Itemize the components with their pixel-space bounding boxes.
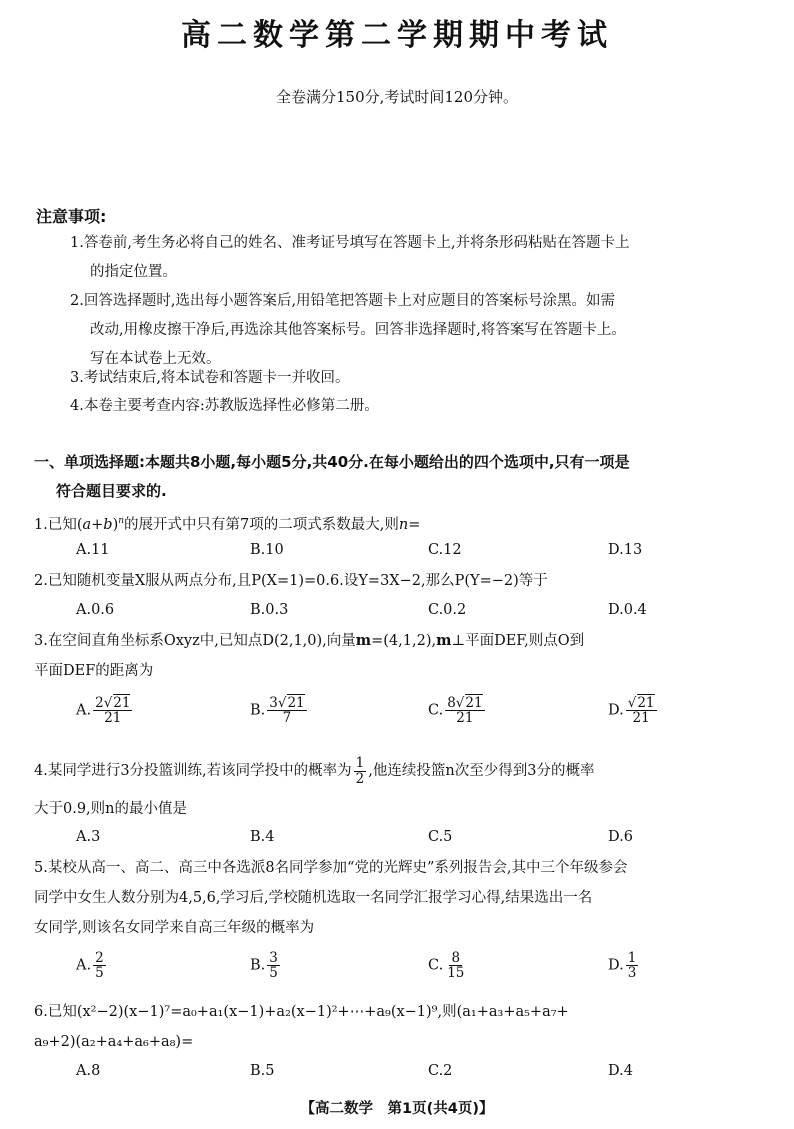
question-5-line-1: 5.某校从高一、高二、高三中各选派8名同学参加“党的光辉史”系列报告会,其中三个年级参会 [34,860,628,876]
question-2-stem: 2.已知随机变量X服从两点分布,且P(X=1)=0.6.设Y=3X−2,那么P(Y=−2)等于 [34,573,548,589]
q3-c-radicand: 21 [465,695,483,711]
q1-option-c: C.12 [428,542,462,558]
q5-b-fraction [267,951,280,980]
q5-c-den: 15 [447,965,465,982]
question-6-line-1: 6.已知(x²−2)(x−1)⁷=a₀+a₁(x−1)+a₂(x−1)²+⋯+a₉(x−1)⁹,则(a₁+a₃+a₅+a₇+ [34,1004,569,1020]
question-4-stem-line-2: 大于0.9,则n的最小值是 [34,801,188,817]
q1-var: n [398,516,409,533]
q5-d-fraction [626,951,639,980]
q3-option-d [608,696,659,725]
q4-option-a: A.3 [76,829,101,845]
q3-d-label: D. [608,702,624,719]
question-3-stem-line-2: 平面DEF的距离为 [34,663,154,679]
q1-text-b: ) [112,516,119,533]
q5-option-b [250,951,282,980]
q3-text-c: ⊥平面DEF,则点O到 [451,633,585,649]
question-5-line-3: 女同学,则该名女同学来自高三年级的概率为 [34,920,315,936]
q3-option-c [428,696,487,725]
q5-option-a [76,951,108,980]
notes-heading: 注意事项: [36,207,107,226]
section-1-heading-line-2: 符合题目要求的. [56,482,167,500]
note-2-line-3: 写在本试卷上无效。 [90,351,221,367]
q2-option-a: A.0.6 [76,602,115,618]
q3-a-den: 21 [104,710,122,727]
q1-text-d: = [408,516,421,533]
q5-a-label: A. [76,957,92,974]
q1-option-d: D.13 [608,542,643,558]
q5-b-label: B. [250,957,266,974]
q3-text-a: 3.在空间直角坐标系Oxyz中,已知点D(2,1,0),向量 [34,633,356,649]
exam-title: 高二数学第二学期期中考试 [181,18,613,53]
q4-text-b: ,他连续投篮n次至少得到3分的概率 [368,763,595,779]
q5-d-label: D. [608,957,624,974]
q5-a-den: 5 [95,965,104,982]
section-1-heading-line-1: 一、单项选择题:本题共8小题,每小题5分,共40分.在每小题给出的四个选项中,只有一项是 [34,453,630,471]
q1-option-b: B.10 [250,542,284,558]
note-2-line-1: 2.回答选择题时,选出每小题答案后,用铅笔把答题卡上对应题目的答案标号涂黑。如需 [70,293,616,309]
note-3: 3.考试结束后,将本试卷和答题卡一并收回。 [70,370,350,386]
q3-c-coef: 8 [447,695,456,711]
q3-a-radicand: 21 [113,695,131,711]
q1-text-a: 1.已知( [34,516,83,533]
q3-d-den: 21 [632,710,650,727]
q4-text-a: 4.某同学进行3分投篮训练,若该同学投中的概率为 [34,763,352,779]
q2-option-c: C.0.2 [428,602,467,618]
q3-b-coef: 3 [269,695,278,711]
note-2-line-2: 改动,用橡皮擦干净后,再选涂其他答案标号。回答非选择题时,将答案写在答题卡上。 [90,322,626,338]
q4-option-c: C.5 [428,829,453,845]
q4-probability-fraction [354,756,367,785]
q3-a-coef: 2 [95,695,104,711]
q5-c-num: 8 [451,950,461,966]
q4-prob-den: 2 [355,770,365,787]
q1-text-c: 的展开式中只有第7项的二项式系数最大,则 [124,516,399,533]
q5-d-num: 1 [627,950,637,966]
q3-c-fraction: $\frac{8√21}{21}$ [447,695,483,727]
q3-c-label: C. [428,702,444,719]
q4-prob-num: 1 [355,755,365,772]
note-1-line-2: 的指定位置。 [90,264,177,280]
q1-ab: a+b [82,516,113,533]
q5-option-c [428,951,468,980]
q6-option-d: D.4 [608,1063,633,1079]
q3-option-a [76,696,134,725]
page-footer: 【高二数学 第1页(共4页)】 [300,1101,494,1117]
q3-b-den: 7 [282,710,292,727]
note-1-line-1: 1.答卷前,考生务必将自己的姓名、准考证号填写在答题卡上,并将条形码粘贴在答题卡上 [70,235,630,251]
q5-b-den: 5 [269,965,278,982]
question-1-stem [34,506,774,540]
question-6-line-2: a₉+2)(a₂+a₄+a₆+a₈)= [34,1034,194,1050]
q4-option-b: B.4 [250,829,275,845]
q4-option-d: D.6 [608,829,633,845]
q5-a-num: 2 [95,950,104,966]
q5-c-label: C. [428,957,444,974]
q3-b-label: B. [250,702,266,719]
q3-d-radicand: 21 [637,695,655,711]
question-4-stem-line-1 [34,756,774,786]
q3-option-b [250,696,309,725]
q5-option-d [608,951,640,980]
q3-vector-m: m [355,632,372,649]
q5-b-num: 3 [269,950,278,966]
q3-a-label: A. [76,702,92,719]
q6-option-c: C.2 [428,1063,453,1079]
q3-a-fraction: $\frac{2√21}{21}$ [95,695,131,727]
q3-b-radicand: 21 [287,695,305,711]
q3-d-fraction: $\frac{√21}{21}$ [627,695,655,727]
question-5-line-2: 同学中女生人数分别为4,5,6,学习后,学校随机选取一名同学汇报学习心得,结果选出一名 [34,890,593,906]
q6-option-b: B.5 [250,1063,275,1079]
q5-a-fraction [93,951,106,980]
q1-exponent: n [118,516,125,526]
note-4: 4.本卷主要考查内容:苏教版选择性必修第二册。 [70,398,379,414]
q5-c-fraction [445,951,466,980]
q2-option-b: B.0.3 [250,602,289,618]
q5-d-den: 3 [627,965,637,982]
q1-option-a: A.11 [76,542,110,558]
q3-b-fraction: $\frac{3√21}{7}$ [269,695,305,727]
q3-c-den: 21 [456,710,474,727]
question-3-stem-line-1 [34,626,774,656]
q3-text-b: =(4,1,2), [371,633,437,649]
q2-option-d: D.0.4 [608,602,647,618]
q3-vector-m-2: m [436,632,452,649]
q6-option-a: A.8 [76,1063,101,1079]
exam-subtitle: 全卷满分150分,考试时间120分钟。 [275,88,519,106]
